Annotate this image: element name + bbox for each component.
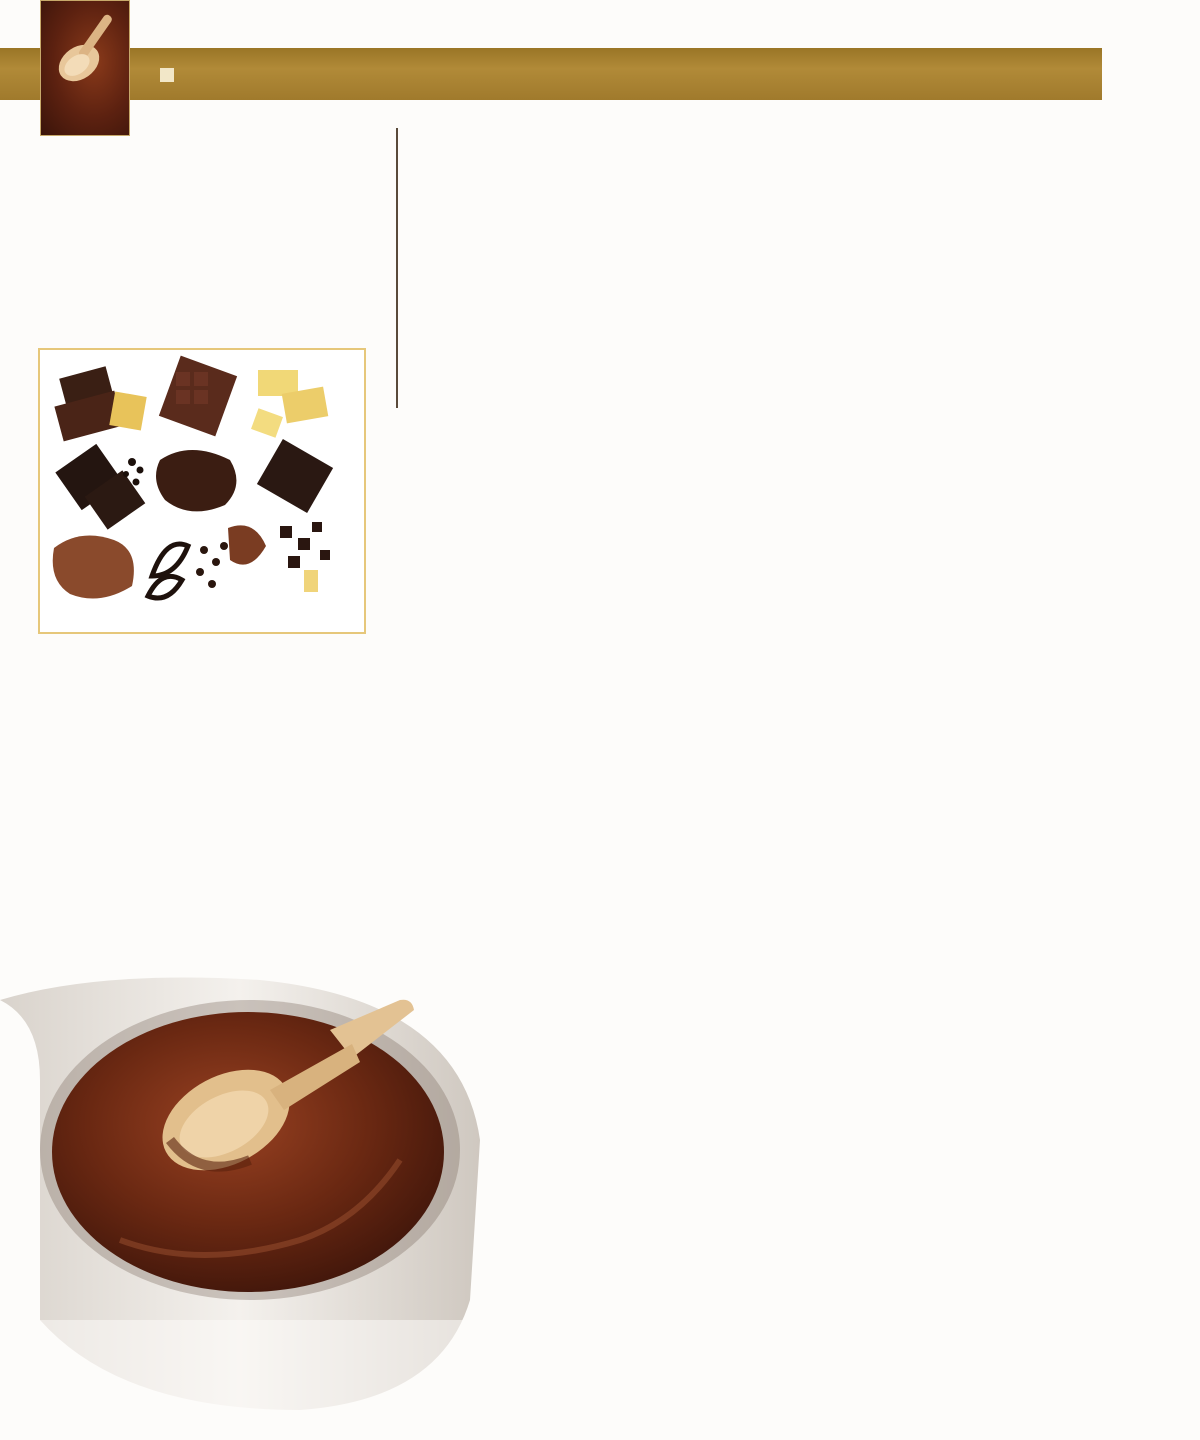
melted-chocolate-bowl-image xyxy=(0,940,500,1420)
square-separator-icon xyxy=(160,68,174,82)
breadcrumb xyxy=(150,66,182,85)
chocolate-samples-image xyxy=(40,350,364,632)
header-thumbnail-image xyxy=(40,0,130,136)
vertical-divider xyxy=(396,128,398,408)
chocolate-types-figure xyxy=(38,348,366,634)
wooden-spoon-icon xyxy=(41,1,129,135)
